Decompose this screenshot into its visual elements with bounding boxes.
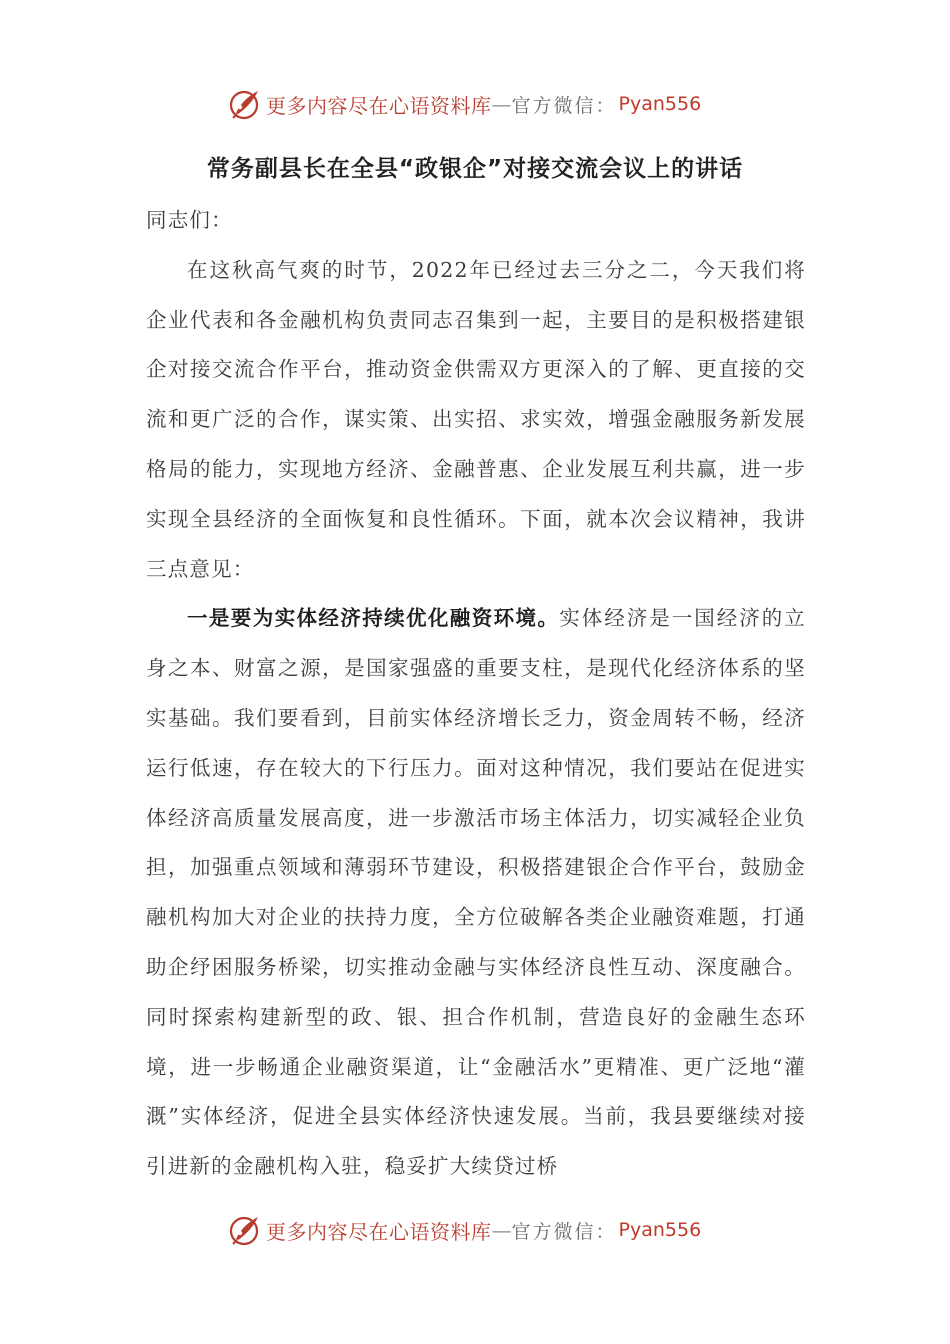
paragraph-2: [146, 594, 806, 1192]
quill-logo-icon: [228, 1213, 262, 1247]
banner-separator: —: [491, 92, 512, 116]
paragraph-1: [146, 246, 806, 595]
header-banner[interactable]: [228, 84, 701, 124]
banner-wechat-id: Pyan556: [618, 1219, 702, 1241]
banner-wechat-label: 官方微信：: [511, 1220, 617, 1243]
banner-separator: —: [491, 1218, 512, 1242]
quill-logo-icon: [228, 87, 262, 121]
document-title: 常务副县长在全县“政银企”对接交流会议上的讲话: [206, 156, 744, 182]
paragraph-text: 在这秋高气爽的时节，2022年已经过去三分之二，今天我们将企业代表和各金融机构负责同志召集到一起，主要目的是积极搭建银企对接交流合作平台，推动资金供需双方更深入的了解、更直接的交流和更广泛的合作，谋实策、出实招、求实效，增强金融服务新发展格局的能力，实现地方经济、金融普惠、企业发展互利共赢，进一步实现全县经济的全面恢复和良性循环。下面，就本次会议精神，我讲三点意见：: [146, 257, 806, 581]
banner-text: 更多内容尽在心语资料库: [266, 93, 492, 118]
footer-banner[interactable]: [228, 1210, 701, 1250]
banner-text: 更多内容尽在心语资料库: [266, 1219, 492, 1244]
banner-wechat-id: Pyan556: [618, 93, 702, 115]
document-body: [146, 196, 806, 1192]
banner-wechat-label: 官方微信：: [511, 94, 617, 117]
paragraph-lead: 一是要为实体经济持续优化融资环境。: [187, 606, 560, 631]
salutation: 同志们：: [146, 208, 233, 232]
paragraph-text: 实体经济是一国经济的立身之本、财富之源，是国家强盛的重要支柱，是现代化经济体系的坚实基础。我们要看到，目前实体经济增长乏力，资金周转不畅，经济运行低速，存在较大的下行压力。面对这种情况，我们要站在促进实体经济高质量发展高度，进一步激活市场主体活力，切实减轻企业负担，加强重点领域和薄弱环节建设，积极搭建银企合作平台，鼓励金融机构加大对企业的扶持力度，全方位破解各类企业融资难题，打通助企纾困服务桥梁，切实推动金融与实体经济良性互动、深度融合。同时探索构建新型的政、银、担合作机制，营造良好的金融生态环境，进一步畅通企业融资渠道，让“金融活水”更精准、更广泛地“灌溉”实体经济，促进全县实体经济快速发展。当前，我县要继续对接引进新的金融机构入驻，稳妥扩大续贷过桥: [146, 606, 806, 1179]
